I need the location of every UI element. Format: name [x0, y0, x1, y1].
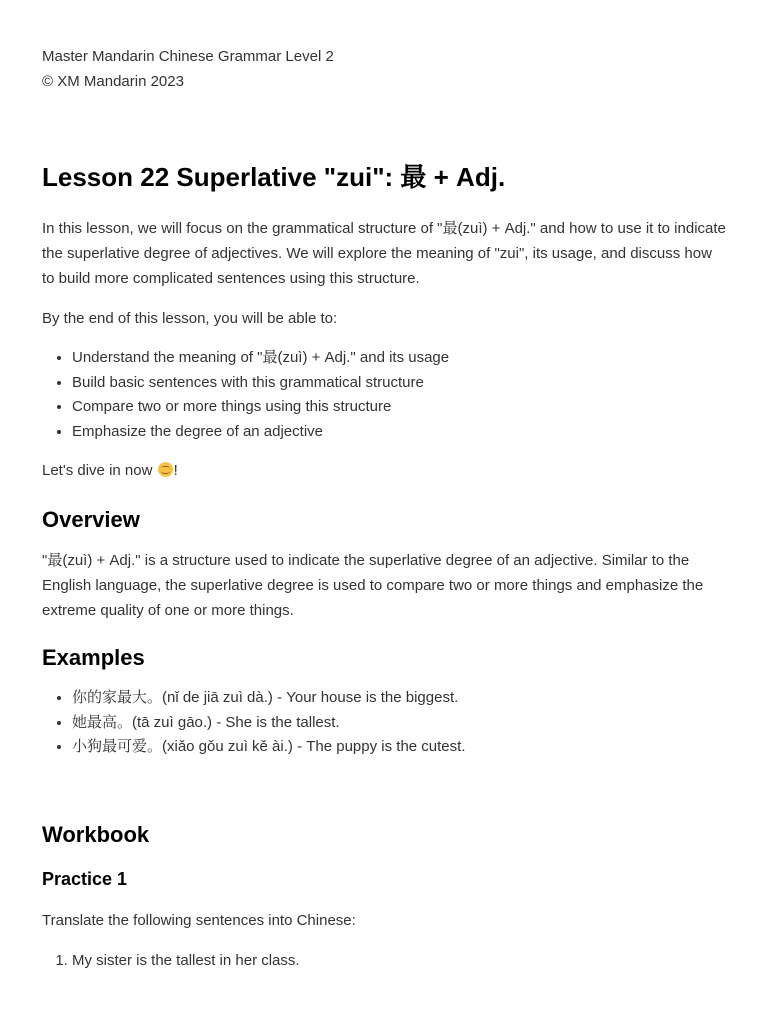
lesson-title: Lesson 22 Superlative "zui": 最 + Adj.: [42, 162, 506, 192]
overview-heading: Overview: [42, 507, 140, 532]
practice-instruction: Translate the following sentences into Chinese:: [42, 911, 356, 929]
dive-in-text: Let's dive in now: [42, 462, 153, 479]
dive-in-line: [42, 458, 726, 483]
practice-item: 1. My sister is the tallest in her class.: [72, 949, 726, 974]
examples-heading: Examples: [42, 645, 145, 670]
document-header: [42, 44, 726, 94]
lesson-intro: In this lesson, we will focus on the grammatical structure of "最(zuì) + Adj." and how to use it to indicate the superlative degree of adjectives. We will explore the meaning of "zui", its usage, and discuss how to build more complicated sentences using this structure.: [42, 220, 726, 287]
practice-title: Practice 1: [42, 868, 128, 889]
example-item: • 你的家最大。(nǐ de jiā zuì dà.) - Your house is the biggest.: [72, 686, 726, 711]
overview-text: "最(zuì) + Adj." is a structure used to indicate the superlative degree of an adjective. Similar to the English language, the superlative degree is used to compare two or more things and emphasize the extreme quality of one or more things.: [42, 552, 704, 619]
copyright-notice: © XM Mandarin 2023: [42, 73, 184, 90]
goals-lead: By the end of this lesson, you will be able to:: [42, 310, 338, 327]
goal-item: • Compare two or more things using this structure: [72, 395, 726, 420]
goal-item: • Build basic sentences with this grammatical structure: [72, 371, 726, 396]
course-title: Master Mandarin Chinese Grammar Level 2: [42, 48, 334, 65]
goal-item: • Emphasize the degree of an adjective: [72, 420, 726, 445]
examples-section: [42, 643, 726, 760]
workbook-heading: Workbook: [42, 821, 150, 847]
workbook-section: [42, 820, 726, 974]
smiling-face-icon: [158, 462, 173, 477]
example-item: • 她最高。(tā zuì gāo.) - She is the tallest.: [72, 711, 726, 736]
examples-list: [42, 686, 726, 760]
practice-list: [42, 949, 726, 974]
dive-in-exclamation: !: [173, 462, 178, 479]
goal-item: • Understand the meaning of "最(zuì) + Adj." and its usage: [72, 346, 726, 371]
overview-section: [42, 505, 726, 623]
example-item: • 小狗最可爱。(xiǎo gǒu zuì kě ài.) - The puppy is the cutest.: [72, 735, 726, 760]
goals-list: [42, 346, 726, 444]
